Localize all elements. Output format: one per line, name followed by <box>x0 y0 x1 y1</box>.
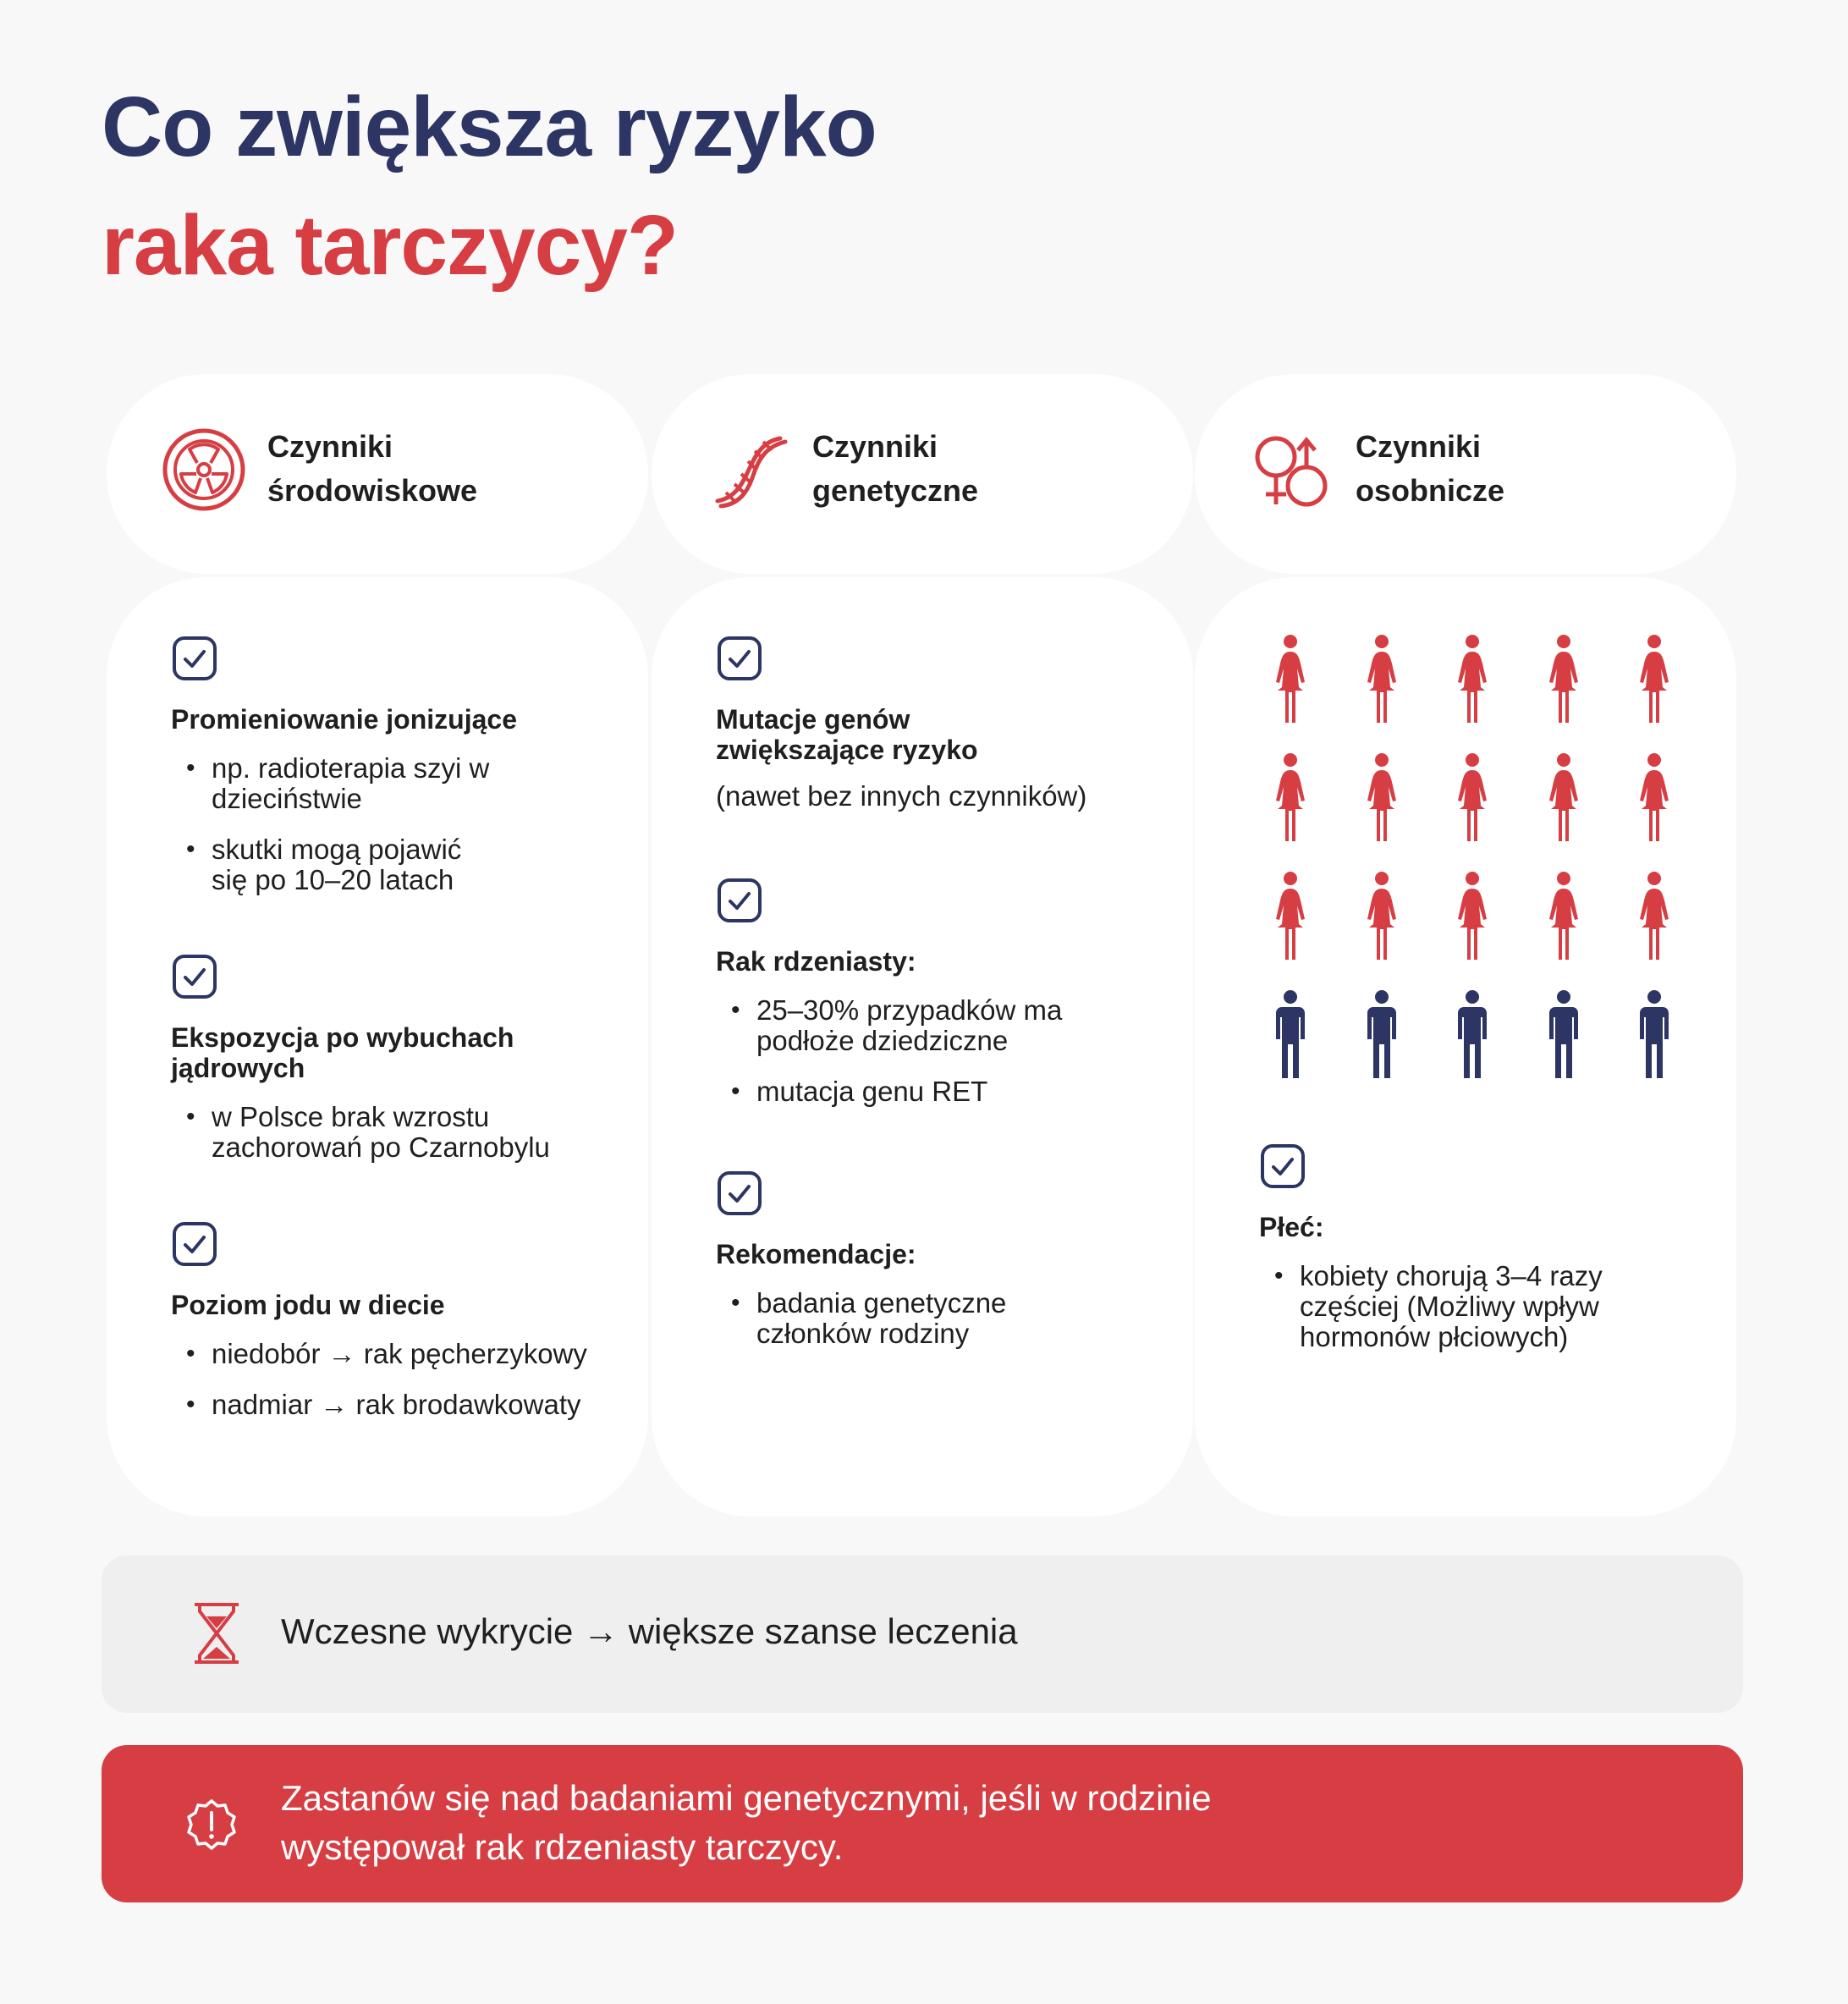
list-item: • w Polsce brak wzrostu zachorowań po Czarnobylu <box>171 1102 601 1163</box>
checkbox-icon <box>716 635 763 682</box>
woman-icon <box>1361 872 1403 960</box>
list-item: • niedobór → rak pęcherzykowy <box>171 1339 645 1369</box>
heading-line-1: Czynniki <box>812 429 938 464</box>
man-icon <box>1633 990 1675 1078</box>
woman-icon <box>1633 872 1675 960</box>
checkbox-icon <box>171 635 218 682</box>
risk-item <box>171 953 645 1183</box>
item-title: Poziom jodu w diecie <box>171 1290 445 1320</box>
man-icon <box>1543 990 1585 1078</box>
list-item: • np. radioterapia szyi w dzieciństwie <box>171 753 516 814</box>
woman-icon <box>1543 635 1585 723</box>
list-item: • skutki mogą pojawić się po 10–20 latach <box>171 834 499 895</box>
list-item: • 25–30% przypadków ma podłoże dziedziczne <box>716 995 1137 1056</box>
card-body-environmental <box>107 577 648 1517</box>
dna-icon <box>702 423 795 516</box>
woman-icon <box>1543 872 1585 960</box>
item-title: Rak rdzeniasty: <box>716 946 916 977</box>
woman-icon <box>1361 635 1403 723</box>
heading-line-1: Czynniki <box>267 429 393 464</box>
risk-item <box>1259 1142 1733 1373</box>
hourglass-icon <box>183 1599 250 1667</box>
woman-icon <box>1269 635 1312 723</box>
checkbox-icon <box>1259 1142 1306 1190</box>
item-title: Rekomendacje: <box>716 1239 916 1269</box>
woman-icon <box>1543 753 1585 841</box>
checkbox-icon <box>716 1170 763 1217</box>
bullet-list <box>716 1288 1190 1349</box>
pictogram-row <box>1269 872 1675 990</box>
alert-badge-icon <box>184 1798 239 1852</box>
card-header-individual <box>1195 374 1736 574</box>
heading-line-1: Czynniki <box>1356 429 1482 464</box>
list-item: • mutacja genu RET <box>716 1076 1190 1107</box>
item-title: Promieniowanie jonizujące <box>171 704 517 735</box>
bullet-list <box>716 995 1190 1107</box>
woman-icon <box>1361 753 1403 841</box>
gender-pictogram <box>1269 635 1675 1109</box>
checkbox-icon <box>171 1220 218 1268</box>
alert-banner-text <box>281 1774 1381 1872</box>
title-line-1: Co zwiększa ryzyko <box>102 80 877 174</box>
card-header-title <box>267 425 477 513</box>
card-header-title <box>812 425 978 513</box>
risk-item <box>716 635 1190 812</box>
item-subtitle: (nawet bez innych czynników) <box>716 780 1087 812</box>
pictogram-row <box>1269 753 1675 872</box>
title-line-2: raka tarczycy? <box>102 198 678 293</box>
man-icon <box>1361 990 1403 1078</box>
woman-icon <box>1451 753 1493 841</box>
woman-icon <box>1269 872 1312 960</box>
item-title: Mutacje genów zwiększające ryzyko <box>716 704 978 765</box>
risk-item <box>171 1220 645 1440</box>
gender-icon <box>1246 423 1339 516</box>
card-header-environmental <box>107 374 648 574</box>
bullet-list <box>171 1339 645 1420</box>
risk-item <box>716 1170 1190 1369</box>
info-banner-text: Wczesne wykrycie → większe szanse leczenia <box>281 1611 1018 1651</box>
woman-icon <box>1633 635 1675 723</box>
woman-icon <box>1633 753 1675 841</box>
bullet-list <box>171 1102 645 1163</box>
list-item: • badania genetyczne członków rodziny <box>716 1288 1078 1349</box>
man-icon <box>1269 990 1312 1078</box>
alert-line-2: występował rak rdzeniasty tarczycy. <box>281 1827 844 1867</box>
alert-banner <box>102 1745 1743 1902</box>
pictogram-row <box>1269 990 1675 1109</box>
radiation-icon <box>157 423 250 516</box>
bullet-list <box>171 753 645 895</box>
card-body-genetic <box>652 577 1193 1517</box>
list-item: • kobiety chorują 3–4 razy częściej (Możliwy wpływ hormonów płciowych) <box>1259 1261 1706 1352</box>
checkbox-icon <box>716 877 763 924</box>
page-title <box>102 68 877 305</box>
heading-line-2: genetyczne <box>812 473 979 508</box>
heading-line-2: środowiskowe <box>267 473 478 508</box>
item-title: Ekspozycja po wybuchach jądrowych <box>171 1022 514 1083</box>
item-title: Płeć: <box>1259 1212 1324 1242</box>
heading-line-2: osobnicze <box>1356 473 1505 508</box>
woman-icon <box>1451 635 1493 723</box>
man-icon <box>1451 990 1493 1078</box>
card-body-individual <box>1195 577 1736 1517</box>
list-item: • nadmiar → rak brodawkowaty <box>171 1390 645 1420</box>
pictogram-row <box>1269 635 1675 753</box>
woman-icon <box>1451 872 1493 960</box>
bullet-list <box>1259 1261 1733 1352</box>
risk-item <box>716 877 1190 1127</box>
checkbox-icon <box>171 953 218 1000</box>
card-header-genetic <box>652 374 1193 574</box>
woman-icon <box>1269 753 1312 841</box>
card-header-title <box>1356 425 1504 513</box>
info-banner <box>102 1555 1743 1713</box>
risk-item <box>171 635 645 916</box>
alert-line-1: Zastanów się nad badaniami genetycznymi, jeśli w rodzinie <box>281 1778 1212 1818</box>
